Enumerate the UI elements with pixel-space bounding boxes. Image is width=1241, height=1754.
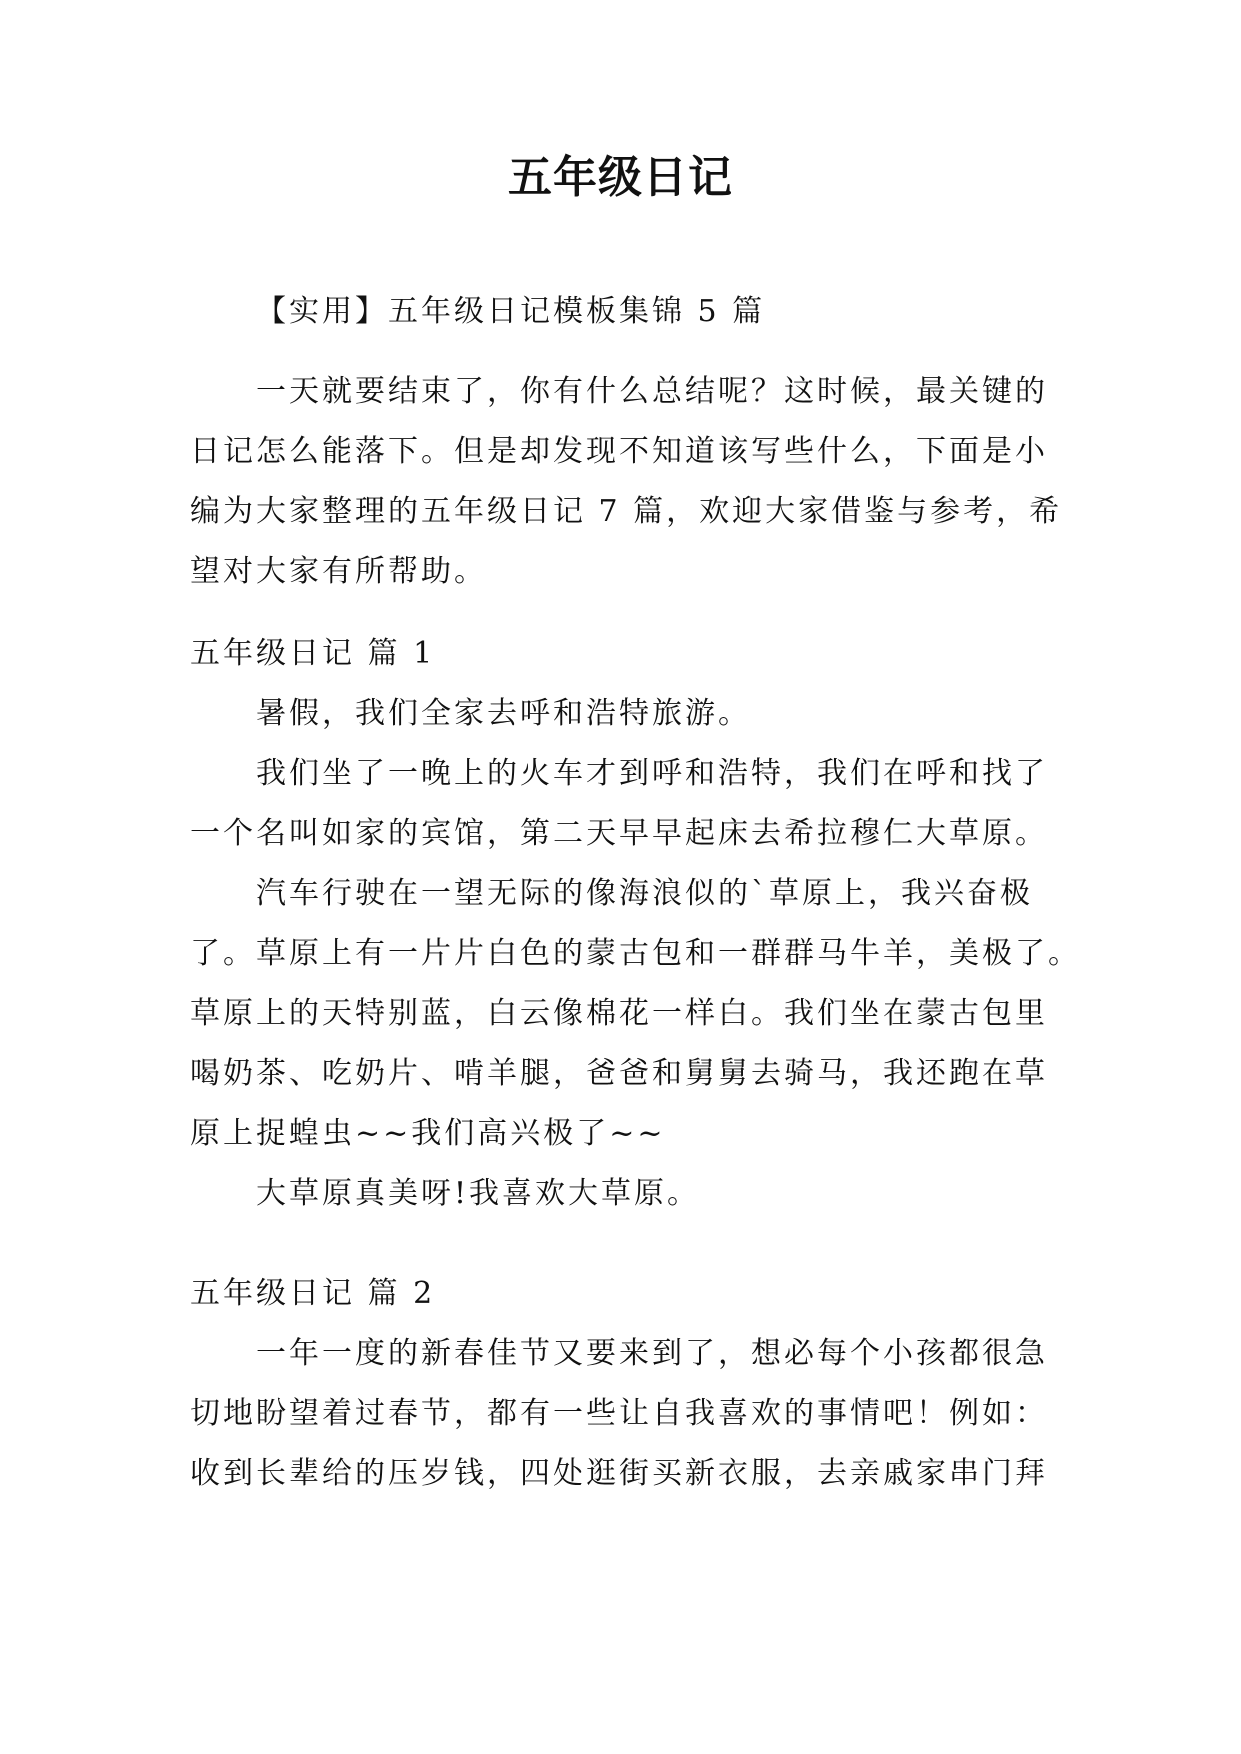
paragraph-line: 一年一度的新春佳节又要来到了，想必每个小孩都很急 — [256, 1336, 1048, 1371]
paragraph-line: 我们坐了一晚上的火车才到呼和浩特，我们在呼和找了 — [256, 756, 1048, 791]
intro-line: 一天就要结束了，你有什么总结呢？这时候，最关键的 — [256, 374, 1048, 409]
paragraph-line: 切地盼望着过春节，都有一些让自我喜欢的事情吧！例如： — [190, 1396, 1048, 1431]
intro-line: 日记怎么能落下。但是却发现不知道该写些什么，下面是小 — [190, 434, 1048, 469]
document-subtitle: 【实用】五年级日记模板集锦 5 篇 — [256, 294, 766, 329]
paragraph-line: 喝奶茶、吃奶片、啃羊腿，爸爸和舅舅去骑马，我还跑在草 — [190, 1056, 1048, 1091]
paragraph-line: 了。草原上有一片片白色的蒙古包和一群群马牛羊，美极了。 — [190, 936, 1081, 971]
paragraph-line: 汽车行驶在一望无际的像海浪似的`草原上，我兴奋极 — [256, 876, 1033, 911]
section-heading: 五年级日记 篇 1 — [190, 636, 436, 671]
paragraph-line: 收到长辈给的压岁钱，四处逛街买新衣服，去亲戚家串门拜 — [190, 1456, 1048, 1491]
paragraph-line: 一个名叫如家的宾馆，第二天早早起床去希拉穆仁大草原。 — [190, 816, 1048, 851]
paragraph-line: 原上捉蝗虫~~我们高兴极了~~ — [190, 1116, 666, 1151]
document-title: 五年级日记 — [508, 152, 733, 203]
paragraph-line: 草原上的天特别蓝，白云像棉花一样白。我们坐在蒙古包里 — [190, 996, 1048, 1031]
paragraph-line: 大草原真美呀!我喜欢大草原。 — [256, 1176, 701, 1211]
intro-line: 望对大家有所帮助。 — [190, 554, 487, 589]
paragraph-line: 暑假，我们全家去呼和浩特旅游。 — [256, 696, 751, 731]
intro-line: 编为大家整理的五年级日记 7 篇，欢迎大家借鉴与参考，希 — [190, 494, 1063, 529]
section-heading: 五年级日记 篇 2 — [190, 1276, 436, 1311]
